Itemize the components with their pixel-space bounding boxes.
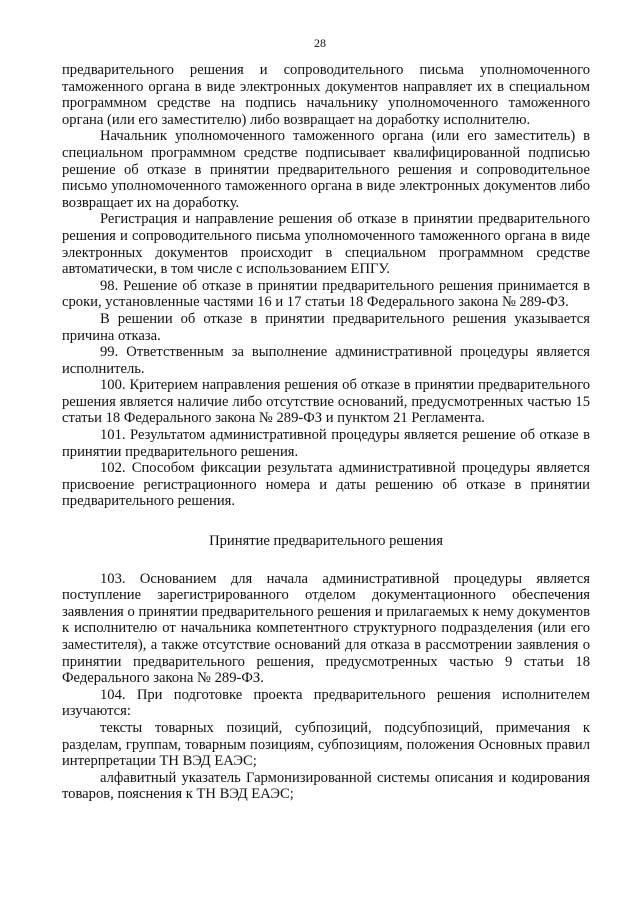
paragraph-104: 104. При подготовке проекта предварительного решения исполнителем изучаются: (62, 686, 590, 720)
page-number: 28 (314, 36, 326, 50)
paragraph-102: 102. Способом фиксации результата административной процедуры является присвоение регистрационного номера и даты решению об отказе в принятии предварительного решения. (62, 460, 590, 510)
paragraph-continuation: предварительного решения и сопроводительного письма уполномоченного таможенного органа в виде электронных документов направляет их в специальном программном средстве на подпись начальнику уполномоченного таможенного органа (или его заместителю) либо возвращает на доработку исполнителю. (62, 62, 590, 128)
paragraph-refusal-reason: В решении об отказе в принятии предварительного решения указывается причина отказа. (62, 310, 590, 344)
paragraph-signing: Начальник уполномоченного таможенного органа (или его заместитель) в специальном программном средстве подписывает квалифицированной подписью решение об отказе в принятии предварительного решения и сопроводительное письмо уполномоченного таможенного органа в виде электронных документов либо возвращает их на доработку. (62, 128, 590, 211)
paragraph-101: 101. Результатом административной процедуры является решение об отказе в принятии предварительного решения. (62, 427, 590, 460)
paragraph-98: 98. Решение об отказе в принятии предварительного решения принимается в сроки, установленные частями 16 и 17 статьи 18 Федерального закона № 289-ФЗ. (62, 277, 590, 311)
document-body (62, 62, 590, 803)
paragraph-99: 99. Ответственным за выполнение административной процедуры является исполнитель. (62, 344, 590, 377)
paragraph-registration: Регистрация и направление решения об отказе в принятии предварительного решения и сопроводительного письма уполномоченного таможенного органа в виде электронных документов происходит в специальном программном средстве автоматически, в том числе с использованием ЕПГУ. (62, 211, 590, 278)
paragraph-103: 103. Основанием для начала административной процедуры является поступление зарегистрированного отделом документационного обеспечения заявления о принятии предварительного решения и прилагаемых к нему документов к исполнителю от начальника компетентного структурного подразделения (или его заместителя), а также отсутствие оснований для отказа в рассмотрении заявления о принятии предварительного решения, предусмотренных частью 9 статьи 18 Федерального закона № 289-ФЗ. (62, 570, 590, 687)
list-item-texts: тексты товарных позиций, субпозиций, подсубпозиций, примечания к разделам, группам, товарным позициям, субпозициям, положения Основных правил интерпретации ТН ВЭД ЕАЭС; (62, 719, 590, 770)
list-item-index: алфавитный указатель Гармонизированной системы описания и кодирования товаров, пояснения к ТН ВЭД ЕАЭС; (62, 769, 590, 803)
section-heading: Принятие предварительного решения (209, 533, 443, 550)
paragraph-100: 100. Критерием направления решения об отказе в принятии предварительного решения является наличие либо отсутствие оснований, предусмотренных частью 15 статьи 18 Федерального закона № 289-ФЗ и пунктом 21 Регламента. (62, 377, 590, 427)
